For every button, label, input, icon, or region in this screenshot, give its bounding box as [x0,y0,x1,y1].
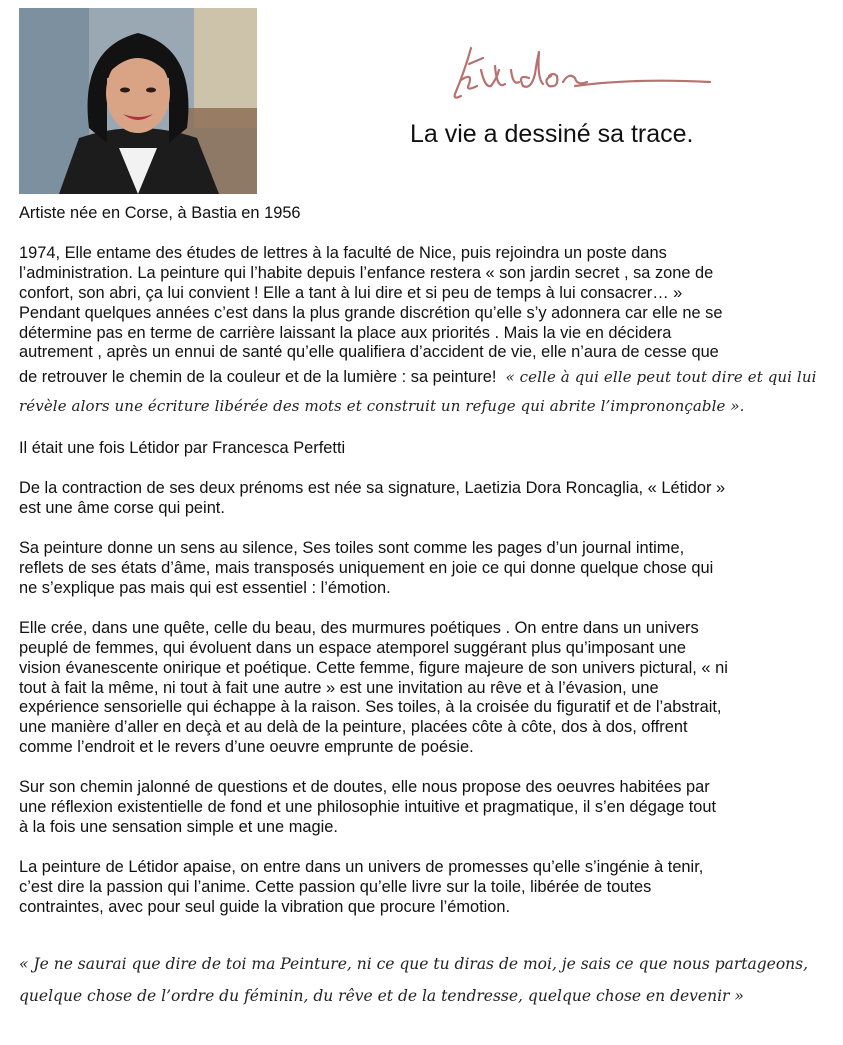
artist-portrait [19,8,257,194]
spacer [19,838,829,858]
spacer [19,459,829,479]
article-paragraph-4: Sur son chemin jalonné de questions et de doutes, elle nous propose des oeuvres habitées par une réflexion existentielle de fond et une philosophie intuitive et pragmatique, il s’en dégage tout à la fois une sensation simple et une magie. [19,778,717,836]
spacer [19,599,829,619]
closing-quote: « Je ne saurai que dire de toi ma Peinture, ni ce que tu diras de moi, je sais ce que nous partageons, quelque chose de l’ordre du féminin, du rêve et de la tendresse, quelque chose en devenir » [19,955,809,1005]
portrait-image [19,8,257,194]
article-paragraph-3: Elle crée, dans une quête, celle du beau, des murmures poétiques . On entre dans un univers peuplé de femmes, qui évoluent dans un espace atemporel suggérant plus qu’imposant une vision évanescente onirique et poétique. Cette femme, figure majeure de son univers pictural, « ni tout à fait la même, ni tout à fait une autre » est une invitation au rêve et à l’évasion, une expérience sensorielle qui échappe à la raison. Ses toiles, à la croisée du figuratif et de l’abstrait, une manière d’aller en deçà et au delà de la peinture, placées côte à côte, dos à dos, offrent comme l’endroit et le revers d’une oeuvre emprunte de poésie. [19,618,728,757]
bio-intro: Artiste née en Corse, à Bastia en 1956 [19,204,301,222]
article-title: Il était une fois Létidor par Francesca Perfetti [19,439,346,458]
article-paragraph-2: Sa peinture donne un sens au silence, Ses toiles sont comme les pages d’un journal intime, reflets de ses états d’âme, mais transposés uniquement en joie ce qui donne quelque chose qui ne s’explique pas mais qui est essentiel : l’émotion. [19,539,714,597]
tagline: La vie a dessiné sa trace. [410,120,694,148]
bio-paragraph-quote: « celle à qui elle peut tout dire et qui lui révèle alors une écriture libérée des mots et construit un refuge qui abrite l’imprononçable ». [19,368,817,416]
bio-paragraph-text: 1974, Elle entame des études de lettres à la faculté de Nice, puis rejoindra un poste dans l’administration. La peinture qui l’habite depuis l’enfance restera « son jardin secret , sa zone de confort, son abri, ça lui convient ! Elle a tant à lui dire et si peu de temps à lui consacrer… » Pendant quelques années c’est dans la plus grande discrétion qu’elle s’y adonnera car elle ne se détermine pas en terme de carrière laissant la place aux priorités . Mais la vie en décidera autrement , après un ennui de santé qu’elle qualifiera d’accident de vie, elle n’aura de cesse que de retrouver le chemin de la couleur et de la lumière : sa peinture! [19,243,723,387]
article-paragraph-1: De la contraction de ses deux prénoms est née sa signature, Laetizia Dora Roncaglia, « Létidor » est une âme corse qui peint. [19,479,726,518]
spacer [19,519,829,539]
main-text [19,204,829,918]
spacer [19,224,829,244]
signature-drawing [425,30,715,110]
spacer [19,758,829,778]
bio-paragraph [19,244,829,421]
spacer [19,421,829,439]
article-paragraph-5: La peinture de Létidor apaise, on entre dans un univers de promesses qu’elle s’ingénie à tenir, c’est dire la passion qui l’anime. Cette passion qu’elle livre sur la toile, libérée de toutes contraintes, avec pour seul guide la vibration que procure l’émotion. [19,857,704,916]
letidor-signature [425,30,715,110]
